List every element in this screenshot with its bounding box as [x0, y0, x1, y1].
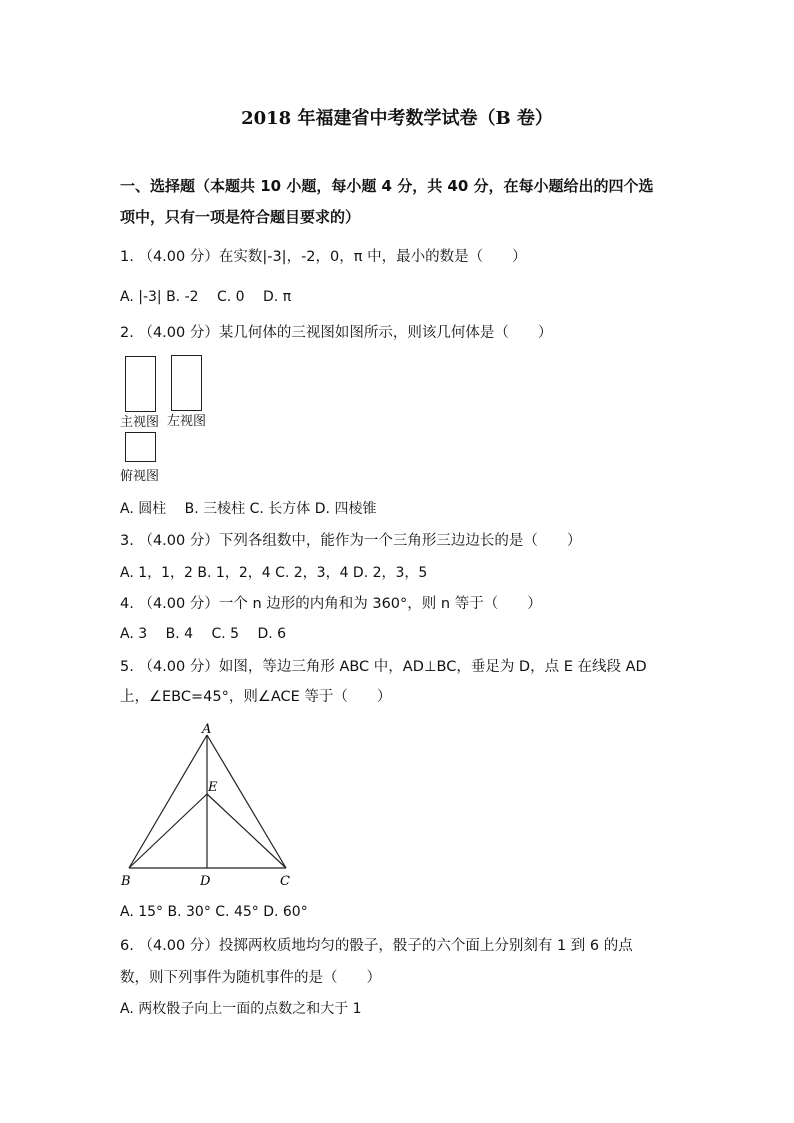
question-2-stem: 2. （4.00 分）某几何体的三视图如图所示，则该几何体是（ ） [120, 325, 553, 341]
label-b: B [121, 874, 131, 889]
question-1-options: A. |-3| B. -2 C. 0 D. π [120, 289, 292, 305]
label-a: A [202, 722, 212, 737]
page-title: 2018 年福建省中考数学试卷（B 卷） [241, 108, 553, 129]
question-5-stem-line1: 5. （4.00 分）如图，等边三角形 ABC 中，AD⊥BC，垂足为 D，点 E 在线段 AD [120, 659, 647, 675]
label-e: E [208, 780, 218, 795]
left-view-rectangle [171, 355, 202, 411]
question-5-stem-line2: 上，∠EBC=45°，则∠ACE 等于（ ） [120, 689, 392, 705]
question-2-options: A. 圆柱 B. 三棱柱 C. 长方体 D. 四棱锥 [120, 501, 377, 517]
label-c: C [280, 874, 290, 889]
question-3-stem: 3. （4.00 分）下列各组数中，能作为一个三角形三边边长的是（ ） [120, 533, 582, 549]
top-view-square [125, 432, 156, 462]
section-heading-line2: 项中，只有一项是符合题目要求的） [120, 208, 361, 226]
question-6-stem-line1: 6. （4.00 分）投掷两枚质地均匀的骰子，骰子的六个面上分别刻有 1 到 6 的点 [120, 938, 633, 954]
side-ab [129, 735, 207, 868]
segment-be [129, 794, 207, 868]
left-view-caption: 左视图 [167, 414, 207, 429]
top-view-caption: 俯视图 [120, 469, 160, 484]
question-4-options: A. 3 B. 4 C. 5 D. 6 [120, 626, 287, 642]
front-view-caption: 主视图 [120, 415, 160, 430]
segment-ce [207, 794, 286, 868]
section-heading-line1: 一、选择题（本题共 10 小题，每小题 4 分，共 40 分，在每小题给出的四个选 [120, 177, 654, 195]
front-view-rectangle [125, 356, 156, 412]
question-1-stem: 1. （4.00 分）在实数|-3|，-2，0，π 中，最小的数是（ ） [120, 249, 527, 265]
question-4-stem: 4. （4.00 分）一个 n 边形的内角和为 360°，则 n 等于（ ） [120, 596, 542, 612]
side-ac [207, 735, 286, 868]
question-3-options: A. 1，1，2 B. 1，2，4 C. 2，3，4 D. 2，3，5 [120, 565, 428, 581]
question-6-stem-line2: 数，则下列事件为随机事件的是（ ） [120, 970, 381, 986]
question-6-option-a: A. 两枚骰子向上一面的点数之和大于 1 [120, 1001, 362, 1017]
question-5-options: A. 15° B. 30° C. 45° D. 60° [120, 904, 308, 920]
label-d: D [200, 874, 211, 889]
